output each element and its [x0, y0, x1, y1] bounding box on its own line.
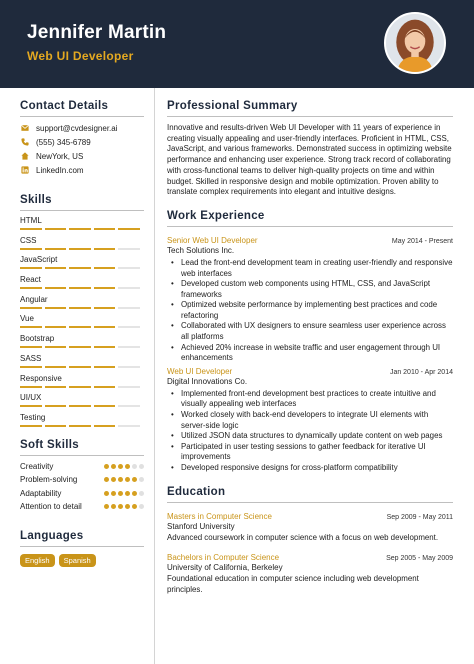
skill-level-bar [20, 366, 144, 368]
list-item: • Lead the front-end development team in creating user-friendly and responsive web interfaces [167, 258, 453, 279]
job-entry [167, 236, 453, 364]
rating-dot [125, 491, 130, 496]
skill-level-segment [45, 366, 67, 368]
education-description: Advanced coursework in computer science with a focus on web development. [167, 532, 439, 542]
skill-item [20, 254, 144, 274]
rating-dot [139, 504, 144, 509]
soft-skills-section [20, 439, 144, 514]
soft-skill-rating [102, 477, 144, 482]
summary-section [167, 100, 453, 198]
column-divider [154, 88, 155, 664]
contact-location-text: NewYork, US [36, 151, 84, 161]
language-badge: Spanish [59, 554, 96, 567]
list-item: • Developed custom web components using HTML, CSS, and JavaScript frameworks [167, 279, 453, 300]
skill-level-bar [20, 405, 144, 407]
list-item: • Implemented front-end development best practices to create intuitive and visually appealing web interfaces [167, 389, 453, 410]
skill-level-segment [94, 386, 116, 388]
skill-level-segment [69, 346, 91, 348]
skill-level-segment [69, 326, 91, 328]
skill-level-segment [20, 366, 42, 368]
summary-title: Professional Summary [167, 100, 298, 112]
school-name: University of California, Berkeley [167, 563, 283, 573]
home-icon [20, 151, 30, 161]
profile-photo [384, 12, 446, 74]
skill-level-bar [20, 326, 144, 328]
education-date: Sep 2009 - May 2011 [386, 513, 453, 521]
linkedin-icon [20, 165, 30, 175]
skill-level-segment [45, 228, 67, 230]
skill-level-segment [118, 267, 140, 269]
contact-linkedin-text: LinkedIn.com [36, 165, 84, 175]
skill-label: Bootstrap [20, 334, 55, 344]
job-title: Senior Web UI Developer [167, 235, 258, 245]
job-date: Jan 2010 - Apr 2014 [389, 368, 453, 376]
education-entry [167, 553, 453, 595]
candidate-name: Jennifer Martin [27, 22, 167, 43]
skill-level-segment [118, 405, 140, 407]
job-bullets [167, 258, 453, 364]
skill-level-segment [69, 287, 91, 289]
section-rule [20, 116, 144, 117]
skill-level-segment [20, 228, 42, 230]
rating-dot [125, 504, 130, 509]
soft-skill-item [20, 460, 144, 474]
skill-level-segment [69, 366, 91, 368]
skill-level-bar [20, 267, 144, 269]
skill-level-segment [94, 228, 116, 230]
skill-level-segment [118, 287, 140, 289]
languages-title: Languages [20, 529, 84, 542]
skill-label: JavaScript [20, 255, 58, 265]
contact-title: Contact Details [20, 100, 109, 112]
rating-dot [118, 477, 123, 482]
skill-level-segment [45, 248, 67, 250]
education-section [167, 486, 453, 596]
rating-dot [104, 477, 109, 482]
list-item: • Optimized website performance by implementing best practices and code refactoring [167, 300, 453, 321]
skill-level-segment [69, 267, 91, 269]
rating-dot [104, 504, 109, 509]
skill-level-segment [94, 405, 116, 407]
skill-item [20, 392, 144, 412]
job-company: Digital Innovations Co. [167, 376, 248, 386]
experience-title: Work Experience [167, 209, 265, 222]
skill-level-segment [20, 267, 42, 269]
skill-level-bar [20, 386, 144, 388]
skill-label: Testing [20, 412, 46, 422]
rating-dot [111, 491, 116, 496]
skill-item [20, 412, 144, 432]
soft-skill-label: Attention to detail [20, 502, 82, 512]
job-bullets [167, 389, 453, 474]
skill-label: Vue [20, 314, 34, 324]
rating-dot [111, 504, 116, 509]
skill-level-segment [94, 307, 116, 309]
skill-level-segment [69, 405, 91, 407]
rating-dot [132, 477, 137, 482]
skill-level-segment [20, 425, 42, 427]
section-rule [20, 210, 144, 211]
soft-skill-item [20, 473, 144, 487]
skill-level-segment [69, 307, 91, 309]
skill-level-segment [45, 267, 67, 269]
soft-skill-rating [102, 491, 144, 496]
resume-header [0, 0, 474, 88]
degree-title: Bachelors in Computer Science [167, 553, 280, 563]
skill-level-segment [118, 386, 140, 388]
skill-label: React [20, 275, 41, 285]
skill-level-segment [20, 307, 42, 309]
skill-level-bar [20, 228, 144, 230]
skill-level-segment [20, 405, 42, 407]
skill-level-segment [118, 346, 140, 348]
skill-item [20, 235, 144, 255]
skill-item [20, 373, 144, 393]
rating-dot [111, 464, 116, 469]
skill-item [20, 215, 144, 235]
skill-level-segment [20, 346, 42, 348]
job-entry [167, 367, 453, 474]
skill-level-segment [118, 307, 140, 309]
rating-dot [104, 464, 109, 469]
skill-level-segment [20, 326, 42, 328]
skill-label: Responsive [20, 373, 62, 383]
skill-item [20, 274, 144, 294]
section-rule [20, 455, 144, 456]
school-name: Stanford University [167, 521, 235, 531]
candidate-role: Web UI Developer [27, 49, 134, 63]
soft-skill-label: Adaptability [20, 488, 62, 498]
contact-location [20, 149, 144, 163]
skill-level-segment [45, 287, 67, 289]
skill-level-segment [69, 248, 91, 250]
skill-item [20, 294, 144, 314]
skills-title: Skills [20, 194, 52, 206]
skill-item [20, 333, 144, 353]
skill-level-segment [69, 386, 91, 388]
list-item: • Collaborated with UX designers to ensure seamless user experience across all platforms [167, 321, 453, 342]
skill-level-segment [118, 248, 140, 250]
soft-skill-rating [102, 464, 144, 469]
skill-label: Angular [20, 294, 48, 304]
languages-list [20, 554, 144, 567]
skill-label: CSS [20, 235, 37, 245]
list-item: • Worked closely with back-end developers to integrate UI elements with server-side logic [167, 410, 453, 431]
skill-level-segment [69, 228, 91, 230]
skill-level-segment [118, 366, 140, 368]
skill-item [20, 353, 144, 373]
section-rule [167, 116, 453, 117]
skill-level-segment [94, 248, 116, 250]
skill-level-segment [45, 307, 67, 309]
skill-level-segment [69, 425, 91, 427]
skill-level-segment [94, 287, 116, 289]
right-column [167, 100, 453, 595]
skill-level-segment [94, 425, 116, 427]
languages-section [20, 530, 144, 567]
skill-level-bar [20, 346, 144, 348]
skill-level-segment [94, 326, 116, 328]
degree-title: Masters in Computer Science [167, 511, 272, 521]
contact-linkedin[interactable] [20, 163, 144, 177]
education-entry [167, 512, 453, 544]
rating-dot [139, 477, 144, 482]
rating-dot [132, 491, 137, 496]
skill-level-segment [20, 386, 42, 388]
summary-text: Innovative and results-driven Web UI Developer with 11 years of experience in creating visually appealing and user-friendly interfaces. Proficient in HTML, CSS, JavaScript, and various frameworks. Demonstrated success in optimizing website performance and enhancing user experience. Strong track record of collaborating with cross-functional teams to deliver high-quality projects on time and within budget. Skilled in responsive design and mobile optimization. Proven ability to translate complex requirements into elegant and intuitive designs. [167, 123, 452, 197]
soft-skills-title: Soft Skills [20, 438, 79, 451]
skill-level-bar [20, 307, 144, 309]
job-title: Web UI Developer [167, 366, 233, 376]
skills-list [20, 215, 144, 432]
skill-label: UI/UX [20, 393, 42, 403]
email-icon [20, 123, 30, 133]
profile-photo-image [386, 14, 444, 72]
rating-dot [125, 464, 130, 469]
soft-skill-label: Creativity [20, 461, 54, 471]
rating-dot [118, 504, 123, 509]
skill-level-segment [94, 346, 116, 348]
soft-skills-list [20, 460, 144, 514]
skill-item [20, 313, 144, 333]
skill-level-segment [45, 425, 67, 427]
soft-skill-rating [102, 504, 144, 509]
rating-dot [132, 464, 137, 469]
job-company: Tech Solutions Inc. [167, 245, 235, 255]
skill-label: SASS [20, 353, 42, 363]
rating-dot [139, 464, 144, 469]
left-column [20, 100, 144, 567]
rating-dot [139, 491, 144, 496]
skill-level-bar [20, 287, 144, 289]
skill-level-segment [94, 366, 116, 368]
contact-email[interactable] [20, 121, 144, 135]
skill-level-segment [94, 267, 116, 269]
rating-dot [132, 504, 137, 509]
soft-skill-item [20, 500, 144, 514]
skill-level-segment [45, 405, 67, 407]
rating-dot [118, 491, 123, 496]
skill-level-bar [20, 248, 144, 250]
skill-level-segment [45, 326, 67, 328]
contact-email-text: support@cvdesigner.ai [36, 123, 118, 133]
experience-section [167, 210, 453, 474]
rating-dot [118, 464, 123, 469]
list-item: • Developed responsive designs for cross-platform compatibility [167, 463, 453, 474]
skill-level-segment [118, 228, 140, 230]
phone-icon [20, 137, 30, 147]
skill-level-segment [20, 287, 42, 289]
skill-level-segment [118, 425, 140, 427]
rating-dot [125, 477, 130, 482]
education-description: Foundational education in computer science including web development principles. [167, 574, 419, 594]
skill-level-segment [20, 248, 42, 250]
rating-dot [104, 491, 109, 496]
soft-skill-label: Problem-solving [20, 475, 78, 485]
soft-skill-item [20, 487, 144, 501]
skills-section [20, 194, 144, 432]
education-date: Sep 2005 - May 2009 [386, 555, 453, 563]
contact-phone[interactable] [20, 135, 144, 149]
section-rule [20, 546, 144, 547]
list-item: • Achieved 20% increase in website traffic and user engagement through UI enhancements [167, 343, 453, 364]
education-title: Education [167, 485, 226, 498]
skill-level-segment [45, 386, 67, 388]
job-date: May 2014 - Present [391, 237, 453, 245]
section-rule [167, 502, 453, 503]
skill-level-bar [20, 425, 144, 427]
contact-list [20, 121, 144, 177]
section-rule [167, 226, 453, 227]
skill-level-segment [45, 346, 67, 348]
skill-label: HTML [20, 216, 42, 225]
contact-phone-text: (555) 345-6789 [36, 137, 91, 147]
list-item: • Utilized JSON data structures to dynamically update content on web pages [167, 431, 453, 442]
list-item: • Participated in user testing sessions to gather feedback for iterative UI improvements [167, 442, 453, 463]
skill-level-segment [118, 326, 140, 328]
contact-section [20, 100, 144, 177]
rating-dot [111, 477, 116, 482]
language-badge: English [20, 554, 55, 567]
